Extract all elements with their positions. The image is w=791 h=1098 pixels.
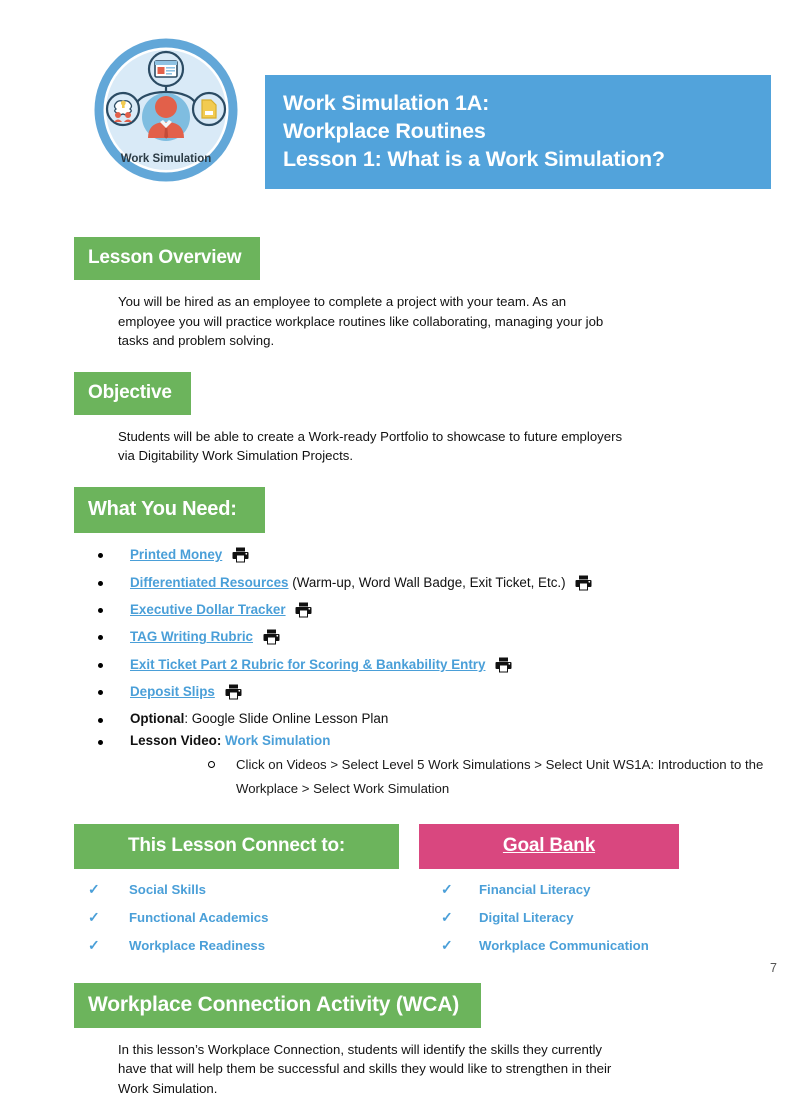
- work-simulation-logo: [88, 37, 248, 188]
- list-item: [419, 908, 679, 925]
- list-item: [74, 684, 791, 702]
- title-line-2: Workplace Routines: [283, 119, 486, 144]
- section-heading-goal-bank[interactable]: Goal Bank: [419, 824, 679, 869]
- goal-bank-column: [419, 824, 679, 968]
- check-icon: ✓: [88, 908, 100, 925]
- list-item-lesson-video: [74, 734, 791, 800]
- logo-caption: Work Simulation: [120, 153, 212, 165]
- section-heading-workplace-connection-activity: Workplace Connection Activity (WCA): [74, 983, 481, 1028]
- lesson-title-banner: [265, 75, 771, 189]
- title-line-3: Lesson 1: What is a Work Simulation?: [283, 147, 665, 172]
- optional-label: Optional: [130, 710, 185, 726]
- check-icon: ✓: [441, 937, 453, 954]
- optional-text: : Google Slide Online Lesson Plan: [184, 710, 389, 726]
- page-number: 7: [770, 961, 777, 975]
- list-item: [74, 547, 791, 565]
- link-differentiated-resources[interactable]: Differentiated Resources: [130, 574, 289, 590]
- link-tag-writing-rubric[interactable]: TAG Writing Rubric: [130, 629, 253, 645]
- list-item: Click on Videos > Select Level 5 Work Simulations > Select Unit WS1A: Introduction to the Workplace > Select Work Simulation: [130, 753, 791, 799]
- list-item: [74, 908, 399, 925]
- section-heading-what-you-need: What You Need:: [74, 487, 265, 533]
- connect-item-label: Workplace Readiness: [129, 938, 266, 954]
- title-line-1: Work Simulation 1A:: [283, 91, 490, 115]
- connections-columns: [74, 824, 791, 968]
- document-body: [0, 189, 791, 1097]
- printer-icon: [225, 684, 242, 702]
- list-item: [419, 939, 679, 952]
- lesson-video-label: Lesson Video:: [130, 733, 222, 749]
- check-icon: ✓: [88, 880, 100, 897]
- work-simulation-logo-icon: [88, 37, 248, 183]
- list-item: [74, 575, 791, 593]
- goal-bank-item-label: Workplace Communication: [479, 938, 649, 954]
- connect-item-label: Functional Academics: [129, 909, 269, 925]
- check-icon: ✓: [441, 880, 453, 897]
- goal-bank-list: [419, 880, 679, 954]
- goal-bank-item-label: Financial Literacy: [479, 881, 591, 897]
- list-item: [74, 880, 399, 897]
- this-lesson-connects-column: [74, 824, 399, 968]
- link-deposit-slips[interactable]: Deposit Slips: [130, 684, 215, 700]
- list-item: [74, 939, 399, 952]
- list-item: [74, 657, 791, 675]
- connect-list: [74, 880, 399, 954]
- check-icon: ✓: [441, 908, 453, 925]
- link-lesson-video[interactable]: Work Simulation: [225, 733, 331, 749]
- section-heading-this-lesson-connects-to: This Lesson Connect to:: [74, 824, 399, 869]
- section-heading-objective: Objective: [74, 372, 191, 415]
- list-item-optional: [74, 712, 791, 725]
- wca-text: In this lesson’s Workplace Connection, students will identify the skills they currently have that will help them be successful and skills they would like to strengthen in their Work Simulation.: [118, 1042, 612, 1096]
- differentiated-resources-note: (Warm-up, Word Wall Badge, Exit Ticket, Etc.): [288, 574, 566, 590]
- connect-item-label: Social Skills: [129, 881, 206, 897]
- link-executive-dollar-tracker[interactable]: Executive Dollar Tracker: [130, 601, 286, 617]
- printer-icon: [495, 657, 512, 675]
- objective-text: Students will be able to create a Work-ready Portfolio to showcase to future employers via Digitability Work Simulation Projects.: [118, 428, 623, 464]
- list-item: [74, 629, 791, 647]
- link-exit-ticket-part-2-rubric[interactable]: Exit Ticket Part 2 Rubric for Scoring & Bankability Entry: [130, 656, 486, 672]
- page-header: [0, 0, 791, 189]
- link-printed-money[interactable]: Printed Money: [130, 547, 223, 563]
- goal-bank-item-label: Digital Literacy: [479, 909, 574, 925]
- printer-icon: [232, 547, 249, 565]
- lesson-overview-text: You will be hired as an employee to complete a project with your team. As an employee you will practice workplace routines like collaborating, managing your job tasks and problem solving.: [118, 294, 604, 348]
- what-you-need-list: [74, 547, 791, 799]
- list-item: [419, 880, 679, 897]
- printer-icon: [263, 629, 280, 647]
- printer-icon: [575, 575, 592, 593]
- check-icon: ✓: [88, 937, 100, 954]
- section-heading-lesson-overview: Lesson Overview: [74, 237, 260, 280]
- lesson-video-steps: [130, 753, 791, 799]
- printer-icon: [295, 602, 312, 620]
- list-item: [74, 602, 791, 620]
